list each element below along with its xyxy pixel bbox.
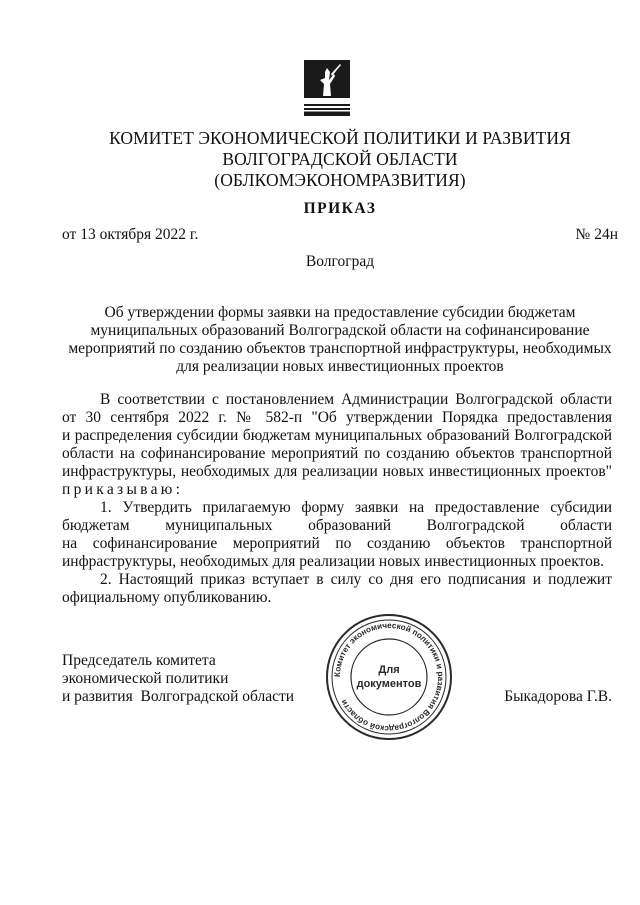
stamp-ring-text: Комитет экономической политики и развития Волгоградской области <box>332 620 446 734</box>
body-line: В соответствии с постановлением Администрации Волгоградской области <box>100 391 612 408</box>
order-word: приказываю: <box>62 481 184 498</box>
subject-line: муниципальных образований Волгоградской области на софинансирование <box>90 322 590 339</box>
subject-line: для реализации новых инвестиционных проектов <box>176 358 504 375</box>
subject-line: Об утверждении формы заявки на предоставление субсидии бюджетам <box>104 304 576 321</box>
body-line: официальному опубликованию. <box>62 589 272 606</box>
body-line: и распределения субсидии бюджетам муниципальных образований Волгоградской <box>62 427 612 444</box>
body-line: инфраструктуры, необходимых для реализации новых инвестиционных проектов" <box>62 463 612 480</box>
body-line: от 30 сентября 2022 г. № 582-п "Об утверждении Порядка предоставления <box>62 409 612 426</box>
volgograd-coat-of-arms-icon <box>304 60 350 116</box>
subject-line: мероприятий по созданию объектов транспортной инфраструктуры, необходимых <box>68 340 612 357</box>
signatory-name: Быкадорова Г.В. <box>504 688 612 705</box>
committee-line: (ОБЛКОМЭКОНОМРАЗВИТИЯ) <box>214 170 466 190</box>
document-subject <box>60 304 620 376</box>
document-city: Волгоград <box>305 253 375 270</box>
signatory-line: и развития Волгоградской области <box>62 688 295 705</box>
committee-name <box>60 128 620 191</box>
document-date: от 13 октября 2022 г. <box>62 226 199 243</box>
committee-line: КОМИТЕТ ЭКОНОМИЧЕСКОЙ ПОЛИТИКИ И РАЗВИТИЯ <box>109 128 571 148</box>
stamp-center-line: документов <box>356 678 422 690</box>
signatory-line: экономической политики <box>62 670 229 687</box>
committee-line: ВОЛГОГРАДСКОЙ ОБЛАСТИ <box>222 149 458 169</box>
stamp-center-line: Для <box>378 664 400 676</box>
signatory-line: Председатель комитета <box>62 652 216 669</box>
body-line: бюджетам муниципальных образований Волгоградской области <box>62 517 612 534</box>
body-line: 1. Утвердить прилагаемую форму заявки на предоставление субсидии <box>100 499 612 516</box>
body-line: на софинансирование мероприятий по созданию объектов транспортной <box>62 535 612 552</box>
body-line: инфраструктуры, необходимых для реализации новых инвестиционных проектов. <box>62 553 605 570</box>
body-line: 2. Настоящий приказ вступает в силу со дня его подписания и подлежит <box>100 571 612 588</box>
body-line: области на софинансирование мероприятий по созданию объектов транспортной <box>62 445 612 462</box>
official-stamp <box>324 612 454 742</box>
document-number: № 24н <box>575 226 618 243</box>
signatory-position <box>62 652 294 706</box>
document-type-title: ПРИКАЗ <box>303 200 377 217</box>
